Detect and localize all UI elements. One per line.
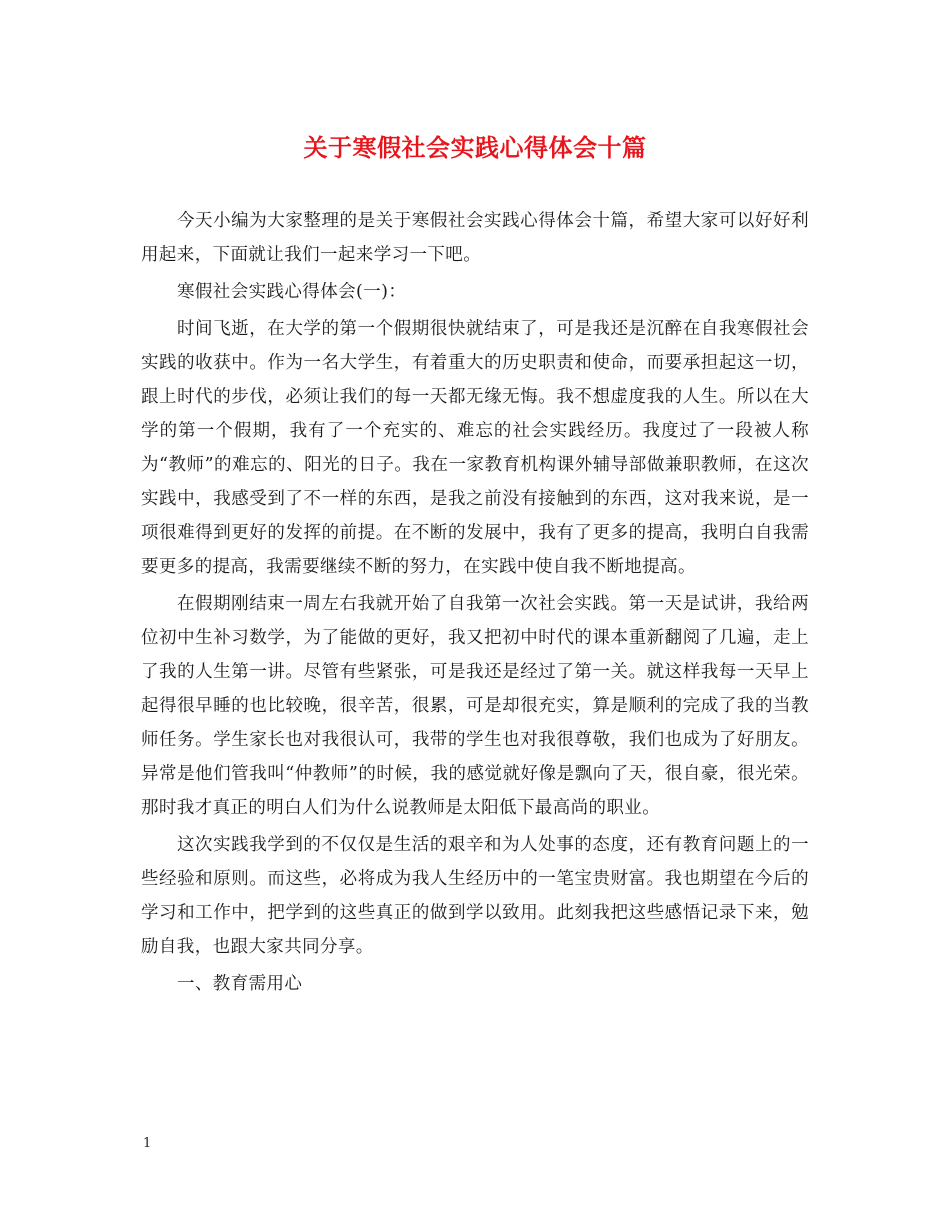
body-paragraph: 时间飞逝，在大学的第一个假期很快就结束了，可是我还是沉醉在自我寒假社会实践的收获中。作为一名大学生，有着重大的历史职责和使命，而要承担起这一切，跟上时代的步伐，必须让我们的每一天都无缘无悔。我不想虚度我的人生。所以在大学的第一个假期，我有了一个充实的、难忘的社会实践经历。我度过了一段被人称为“教师”的难忘的、阳光的日子。我在一家教育机构课外辅导部做兼职教师，在这次实践中，我感受到了不一样的东西，是我之前没有接触到的东西，这对我来说，是一项很难得到更好的发挥的前提。在不断的发展中，我有了更多的提高，我明白自我需要更多的提高，我需要继续不断的努力，在实践中使自我不断地提高。 [141,319,809,577]
page-number: 1 [143,1136,152,1151]
body-paragraph: 在假期刚结束一周左右我就开始了自我第一次社会实践。第一天是试讲，我给两位初中生补习数学，为了能做的更好，我又把初中时代的课本重新翻阅了几遍，走上了我的人生第一讲。尽管有些紧张，可是我还是经过了第一关。就这样我每一天早上起得很早睡的也比较晚，很辛苦，很累，可是却很充实，算是顺利的完成了我的当教师任务。学生家长也对我很认可，我带的学生也对我很尊敬，我们也成为了好朋友。异常是他们管我叫“仲教师”的时候，我的感觉就好像是飘向了天，很自豪，很光荣。那时我才真正的明白人们为什么说教师是太阳低下最高尚的职业。 [141,594,809,818]
document-body [141,204,809,1004]
subsection-heading: 一、教育需用心 [177,974,303,994]
document-title: 关于寒假社会实践心得体会十篇 [303,133,647,162]
body-paragraph: 这次实践我学到的不仅仅是生活的艰辛和为人处事的态度，还有教育问题上的一些经验和原则。而这些，必将成为我人生经历中的一笔宝贵财富。我也期望在今后的学习和工作中，把学到的这些真正的做到学以致用。此刻我把这些感悟记录下来，勉励自我，也跟大家共同分享。 [141,835,809,957]
section-heading: 寒假社会实践心得体会(一)： [177,282,407,302]
intro-paragraph: 今天小编为大家整理的是关于寒假社会实践心得体会十篇，希望大家可以好好利用起来，下面就让我们一起来学习一下吧。 [141,211,809,265]
